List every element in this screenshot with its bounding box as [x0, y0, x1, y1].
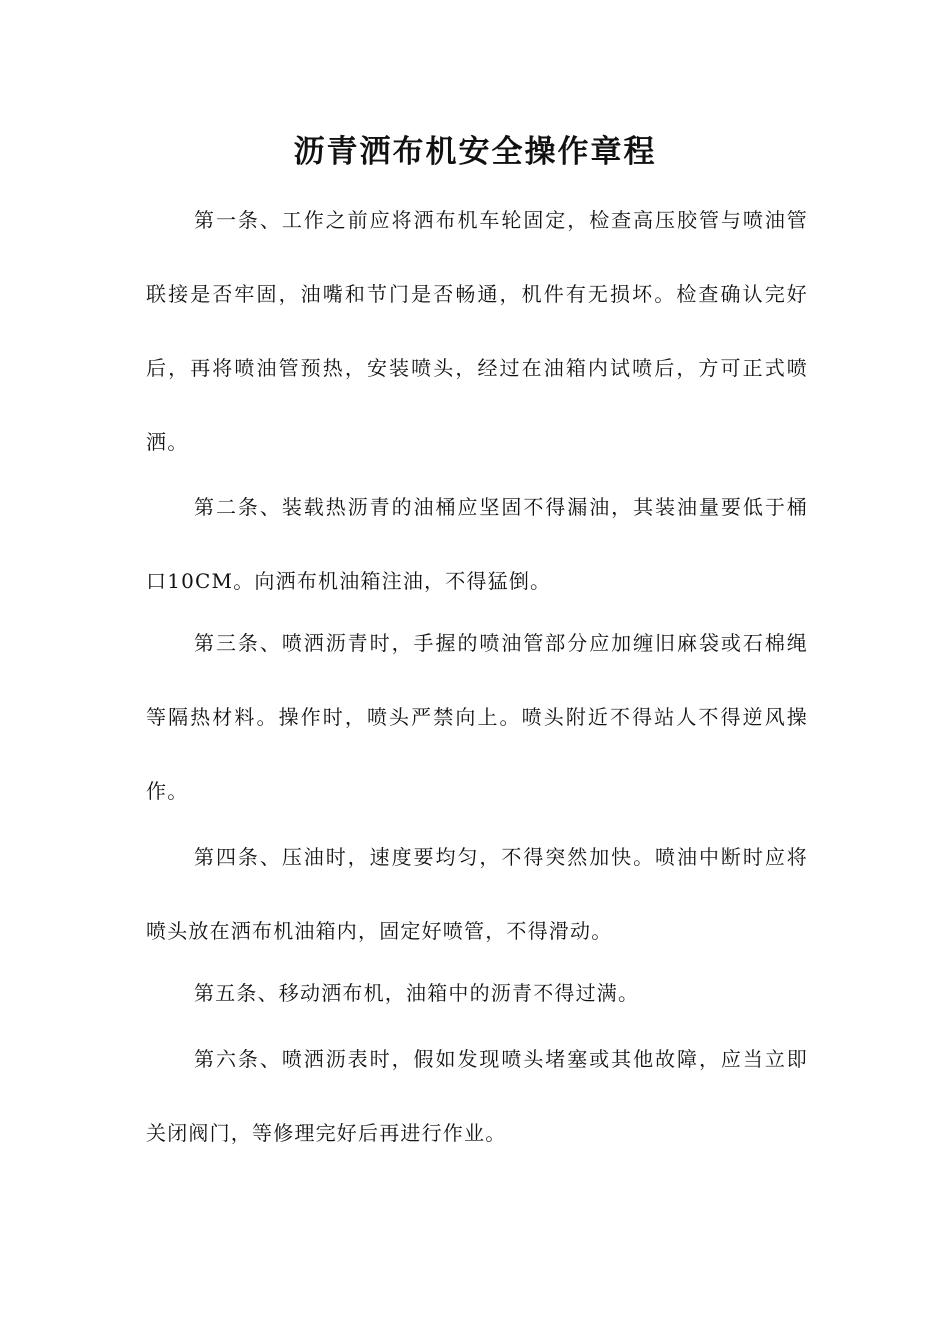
article-6: 第六条、喷洒沥表时，假如发现喷头堵塞或其他故障，应当立即关闭阀门，等修理完好后再进行作业。: [146, 1047, 808, 1145]
article-2: 第二条、装载热沥青的油桶应坚固不得漏油，其装油量要低于桶口10CM。向洒布机油箱注油，不得猛倒。: [146, 495, 808, 593]
article-1: 第一条、工作之前应将洒布机车轮固定，检查高压胶管与喷油管联接是否牢固，油嘴和节门是否畅通，机件有无损坏。检查确认完好后，再将喷油管预热，安装喷头，经过在油箱内试喷后，方可正式喷洒。: [146, 208, 808, 454]
document-title: 沥青洒布机安全操作章程: [293, 134, 657, 170]
article-4: 第四条、压油时，速度要均匀，不得突然加快。喷油中断时应将喷头放在洒布机油箱内，固定好喷管，不得滑动。: [146, 845, 808, 943]
article-5: 第五条、移动洒布机，油箱中的沥青不得过满。: [194, 981, 640, 1005]
article-3: 第三条、喷洒沥青时，手握的喷油管部分应加缠旧麻袋或石棉绳等隔热材料。操作时，喷头严禁向上。喷头附近不得站人不得逆风操作。: [146, 631, 808, 803]
